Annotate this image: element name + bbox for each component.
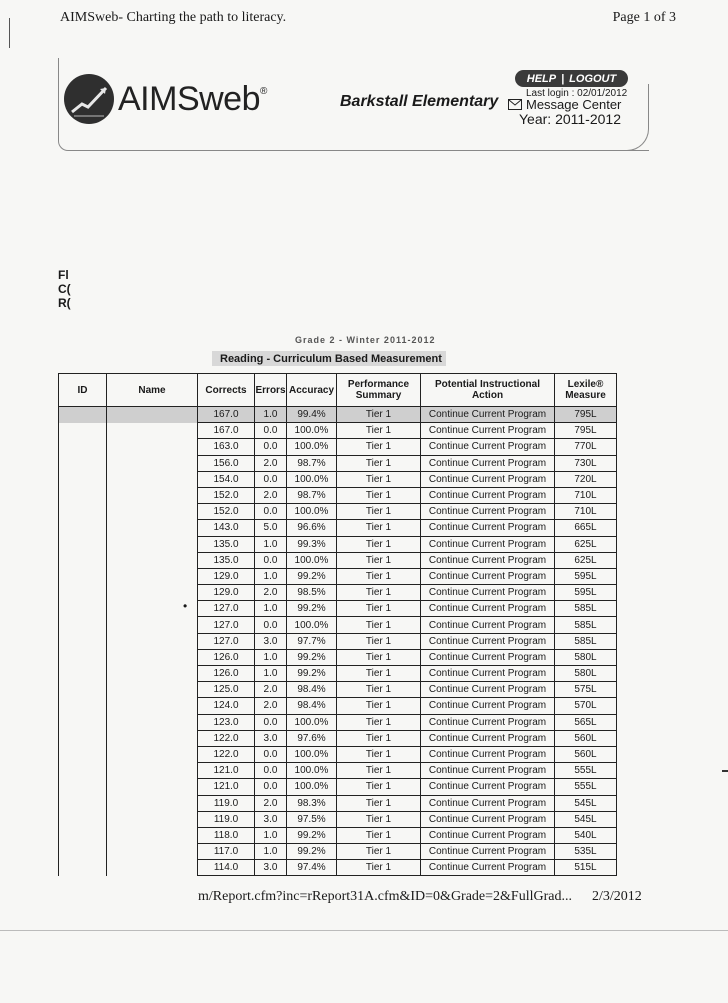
- errors-cell: 1.0: [255, 568, 287, 584]
- accuracy-cell: 100.0%: [287, 504, 337, 520]
- truncated-label: R(: [58, 296, 71, 310]
- table-row: [59, 698, 617, 714]
- corrects-cell: 121.0: [198, 779, 255, 795]
- action-cell: Continue Current Program: [421, 746, 555, 762]
- last-login: Last login : 02/01/2012: [526, 88, 628, 99]
- id-cell: [59, 730, 107, 746]
- performance-cell: Tier 1: [337, 536, 421, 552]
- accuracy-cell: 100.0%: [287, 617, 337, 633]
- corrects-cell: 124.0: [198, 698, 255, 714]
- lexile-cell: 540L: [555, 827, 617, 843]
- table-row: [59, 730, 617, 746]
- help-logout-bar: [515, 70, 628, 87]
- performance-cell: Tier 1: [337, 698, 421, 714]
- accuracy-cell: 99.2%: [287, 844, 337, 860]
- id-cell: [59, 552, 107, 568]
- lexile-cell: 595L: [555, 568, 617, 584]
- performance-cell: Tier 1: [337, 811, 421, 827]
- corrects-cell: 167.0: [198, 407, 255, 423]
- id-cell: [59, 666, 107, 682]
- accuracy-cell: 97.6%: [287, 730, 337, 746]
- performance-cell: Tier 1: [337, 487, 421, 503]
- performance-cell: Tier 1: [337, 633, 421, 649]
- name-cell: [107, 763, 198, 779]
- action-cell: Continue Current Program: [421, 552, 555, 568]
- id-cell: [59, 779, 107, 795]
- corrects-cell: 126.0: [198, 666, 255, 682]
- performance-cell: Tier 1: [337, 649, 421, 665]
- id-cell: [59, 682, 107, 698]
- accuracy-cell: 100.0%: [287, 746, 337, 762]
- id-cell: [59, 633, 107, 649]
- id-cell: [59, 827, 107, 843]
- corrects-cell: 121.0: [198, 763, 255, 779]
- name-cell: [107, 860, 198, 876]
- action-cell: Continue Current Program: [421, 633, 555, 649]
- corrects-cell: 129.0: [198, 585, 255, 601]
- page-edge-rule: [0, 930, 728, 931]
- envelope-icon: [508, 99, 522, 110]
- errors-cell: 2.0: [255, 487, 287, 503]
- id-cell: [59, 649, 107, 665]
- performance-cell: Tier 1: [337, 568, 421, 584]
- accuracy-cell: 99.3%: [287, 536, 337, 552]
- lexile-cell: 570L: [555, 698, 617, 714]
- table-row: [59, 682, 617, 698]
- lexile-cell: 555L: [555, 763, 617, 779]
- help-link[interactable]: HELP: [526, 72, 557, 85]
- corrects-cell: 143.0: [198, 520, 255, 536]
- name-cell: [107, 568, 198, 584]
- table-row: [59, 601, 617, 617]
- corrects-cell: 127.0: [198, 601, 255, 617]
- scan-mark: [9, 18, 10, 48]
- errors-cell: 3.0: [255, 633, 287, 649]
- table-row: [59, 455, 617, 471]
- id-cell: [59, 585, 107, 601]
- corrects-cell: 156.0: [198, 455, 255, 471]
- lexile-cell: 595L: [555, 585, 617, 601]
- lexile-cell: 770L: [555, 439, 617, 455]
- errors-cell: 2.0: [255, 698, 287, 714]
- errors-cell: 5.0: [255, 520, 287, 536]
- corrects-cell: 135.0: [198, 552, 255, 568]
- name-cell: [107, 423, 198, 439]
- corrects-cell: 117.0: [198, 844, 255, 860]
- errors-cell: 3.0: [255, 811, 287, 827]
- accuracy-cell: 100.0%: [287, 471, 337, 487]
- errors-cell: 0.0: [255, 746, 287, 762]
- id-cell: [59, 455, 107, 471]
- performance-cell: Tier 1: [337, 795, 421, 811]
- app-logo[interactable]: [118, 80, 267, 119]
- results-table: [58, 373, 617, 876]
- id-cell: [59, 471, 107, 487]
- corrects-cell: 119.0: [198, 795, 255, 811]
- action-cell: Continue Current Program: [421, 827, 555, 843]
- errors-cell: 3.0: [255, 860, 287, 876]
- corrects-cell: 122.0: [198, 730, 255, 746]
- id-cell: [59, 860, 107, 876]
- action-cell: Continue Current Program: [421, 811, 555, 827]
- errors-cell: 2.0: [255, 682, 287, 698]
- lexile-cell: 535L: [555, 844, 617, 860]
- name-cell: [107, 730, 198, 746]
- name-cell: [107, 617, 198, 633]
- accuracy-cell: 100.0%: [287, 779, 337, 795]
- table-row: [59, 844, 617, 860]
- action-cell: Continue Current Program: [421, 617, 555, 633]
- errors-cell: 0.0: [255, 504, 287, 520]
- action-cell: Continue Current Program: [421, 585, 555, 601]
- action-cell: Continue Current Program: [421, 682, 555, 698]
- errors-cell: 1.0: [255, 536, 287, 552]
- action-cell: Continue Current Program: [421, 730, 555, 746]
- footer-url: m/Report.cfm?inc=rReport31A.cfm&ID=0&Grade=2&FullGrad...: [198, 889, 572, 904]
- errors-cell: 2.0: [255, 585, 287, 601]
- id-cell: [59, 811, 107, 827]
- lexile-cell: 560L: [555, 746, 617, 762]
- lexile-cell: 795L: [555, 407, 617, 423]
- id-cell: [59, 407, 107, 423]
- lexile-cell: 515L: [555, 860, 617, 876]
- corrects-cell: 167.0: [198, 423, 255, 439]
- accuracy-cell: 100.0%: [287, 763, 337, 779]
- name-cell: [107, 487, 198, 503]
- name-cell: [107, 585, 198, 601]
- action-cell: Continue Current Program: [421, 536, 555, 552]
- corrects-cell: 135.0: [198, 536, 255, 552]
- accuracy-cell: 100.0%: [287, 439, 337, 455]
- action-cell: Continue Current Program: [421, 860, 555, 876]
- action-cell: Continue Current Program: [421, 407, 555, 423]
- name-cell: [107, 601, 198, 617]
- accuracy-cell: 99.2%: [287, 649, 337, 665]
- action-cell: Continue Current Program: [421, 666, 555, 682]
- accuracy-cell: 96.6%: [287, 520, 337, 536]
- performance-cell: Tier 1: [337, 504, 421, 520]
- performance-cell: Tier 1: [337, 423, 421, 439]
- performance-cell: Tier 1: [337, 585, 421, 601]
- table-row: [59, 860, 617, 876]
- performance-cell: Tier 1: [337, 730, 421, 746]
- lexile-cell: 585L: [555, 617, 617, 633]
- errors-cell: 0.0: [255, 617, 287, 633]
- action-cell: Continue Current Program: [421, 714, 555, 730]
- errors-cell: 3.0: [255, 730, 287, 746]
- corrects-cell: 154.0: [198, 471, 255, 487]
- accuracy-cell: 97.7%: [287, 633, 337, 649]
- accuracy-cell: 99.2%: [287, 568, 337, 584]
- table-row: [59, 423, 617, 439]
- performance-cell: Tier 1: [337, 552, 421, 568]
- performance-cell: Tier 1: [337, 860, 421, 876]
- id-cell: [59, 520, 107, 536]
- errors-cell: 1.0: [255, 844, 287, 860]
- corrects-cell: 152.0: [198, 487, 255, 503]
- accuracy-cell: 100.0%: [287, 423, 337, 439]
- table-row: [59, 779, 617, 795]
- id-cell: [59, 714, 107, 730]
- name-cell: [107, 439, 198, 455]
- performance-cell: Tier 1: [337, 827, 421, 843]
- action-cell: Continue Current Program: [421, 568, 555, 584]
- lexile-cell: 585L: [555, 633, 617, 649]
- accuracy-cell: 100.0%: [287, 714, 337, 730]
- edge-mark: [722, 770, 728, 772]
- accuracy-cell: 97.5%: [287, 811, 337, 827]
- accuracy-cell: 98.5%: [287, 585, 337, 601]
- lexile-cell: 580L: [555, 666, 617, 682]
- id-cell: [59, 601, 107, 617]
- name-cell: [107, 520, 198, 536]
- name-cell: [107, 811, 198, 827]
- name-cell: [107, 698, 198, 714]
- table-row: [59, 471, 617, 487]
- table-row: [59, 487, 617, 503]
- table-row: [59, 795, 617, 811]
- name-cell: [107, 666, 198, 682]
- id-cell: [59, 746, 107, 762]
- truncated-label: Fl: [58, 268, 69, 282]
- name-cell: [107, 682, 198, 698]
- action-cell: Continue Current Program: [421, 844, 555, 860]
- id-cell: [59, 763, 107, 779]
- accuracy-cell: 98.3%: [287, 795, 337, 811]
- errors-cell: 0.0: [255, 471, 287, 487]
- lexile-cell: 580L: [555, 649, 617, 665]
- table-row: [59, 666, 617, 682]
- name-cell: [107, 504, 198, 520]
- id-cell: [59, 487, 107, 503]
- grade-period: Grade 2 - Winter 2011-2012: [295, 335, 436, 345]
- corrects-cell: 127.0: [198, 617, 255, 633]
- errors-cell: 0.0: [255, 714, 287, 730]
- performance-cell: Tier 1: [337, 682, 421, 698]
- column-header-errors[interactable]: Errors: [255, 374, 287, 407]
- lexile-cell: 710L: [555, 487, 617, 503]
- accuracy-cell: 99.4%: [287, 407, 337, 423]
- name-cell: [107, 649, 198, 665]
- errors-cell: 1.0: [255, 649, 287, 665]
- performance-cell: Tier 1: [337, 601, 421, 617]
- name-cell: [107, 552, 198, 568]
- corrects-cell: 122.0: [198, 746, 255, 762]
- name-cell: [107, 844, 198, 860]
- table-row: [59, 504, 617, 520]
- table-row: [59, 714, 617, 730]
- corrects-cell: 118.0: [198, 827, 255, 843]
- lexile-cell: 560L: [555, 730, 617, 746]
- page-header-title: AIMSweb- Charting the path to literacy.: [60, 10, 287, 25]
- performance-cell: Tier 1: [337, 471, 421, 487]
- separator: |: [561, 72, 565, 85]
- id-cell: [59, 536, 107, 552]
- name-cell: [107, 746, 198, 762]
- errors-cell: 1.0: [255, 827, 287, 843]
- lexile-cell: 545L: [555, 811, 617, 827]
- column-header-action[interactable]: Potential Instructional Action: [421, 374, 555, 407]
- performance-cell: Tier 1: [337, 763, 421, 779]
- action-cell: Continue Current Program: [421, 455, 555, 471]
- corrects-cell: 127.0: [198, 633, 255, 649]
- lexile-cell: 710L: [555, 504, 617, 520]
- errors-cell: 0.0: [255, 423, 287, 439]
- errors-cell: 1.0: [255, 666, 287, 682]
- id-cell: [59, 795, 107, 811]
- lexile-cell: 575L: [555, 682, 617, 698]
- column-header-name[interactable]: Name: [107, 374, 198, 407]
- errors-cell: 1.0: [255, 407, 287, 423]
- performance-cell: Tier 1: [337, 520, 421, 536]
- lexile-cell: 565L: [555, 714, 617, 730]
- logout-link[interactable]: LOGOUT: [569, 72, 617, 85]
- name-cell: [107, 779, 198, 795]
- lexile-cell: 665L: [555, 520, 617, 536]
- name-cell: [107, 471, 198, 487]
- table-row: [59, 746, 617, 762]
- action-cell: Continue Current Program: [421, 763, 555, 779]
- table-row: [59, 439, 617, 455]
- corrects-cell: 123.0: [198, 714, 255, 730]
- performance-cell: Tier 1: [337, 455, 421, 471]
- report-title: Reading - Curriculum Based Measurement: [212, 351, 446, 366]
- lexile-cell: 545L: [555, 795, 617, 811]
- column-header-id[interactable]: ID: [59, 374, 107, 407]
- message-center-label: Message Center: [526, 97, 622, 112]
- table-row: [59, 568, 617, 584]
- accuracy-cell: 99.2%: [287, 666, 337, 682]
- action-cell: Continue Current Program: [421, 471, 555, 487]
- id-cell: [59, 698, 107, 714]
- truncated-label: C(: [58, 282, 71, 296]
- column-header-accuracy[interactable]: Accuracy: [287, 374, 337, 407]
- errors-cell: 0.0: [255, 779, 287, 795]
- table-row: [59, 633, 617, 649]
- accuracy-cell: 98.4%: [287, 698, 337, 714]
- table-row: [59, 811, 617, 827]
- action-cell: Continue Current Program: [421, 423, 555, 439]
- accuracy-cell: 98.7%: [287, 455, 337, 471]
- id-cell: [59, 504, 107, 520]
- accuracy-cell: 99.2%: [287, 601, 337, 617]
- action-cell: Continue Current Program: [421, 601, 555, 617]
- registered-mark: ®: [260, 86, 267, 97]
- column-header-lexile[interactable]: Lexile® Measure: [555, 374, 617, 407]
- name-cell: [107, 455, 198, 471]
- performance-cell: Tier 1: [337, 439, 421, 455]
- column-header-performance[interactable]: Performance Summary: [337, 374, 421, 407]
- errors-cell: 1.0: [255, 601, 287, 617]
- table-row: [59, 536, 617, 552]
- message-center-link[interactable]: [508, 97, 621, 112]
- name-cell: [107, 714, 198, 730]
- table-row: [59, 520, 617, 536]
- id-cell: [59, 617, 107, 633]
- action-cell: Continue Current Program: [421, 649, 555, 665]
- table-header-row: [59, 374, 617, 407]
- performance-cell: Tier 1: [337, 779, 421, 795]
- name-cell: [107, 633, 198, 649]
- lexile-cell: 555L: [555, 779, 617, 795]
- table-row: [59, 827, 617, 843]
- performance-cell: Tier 1: [337, 746, 421, 762]
- performance-cell: Tier 1: [337, 844, 421, 860]
- table-row: [59, 649, 617, 665]
- performance-cell: Tier 1: [337, 666, 421, 682]
- corrects-cell: 129.0: [198, 568, 255, 584]
- name-cell: [107, 536, 198, 552]
- lexile-cell: 625L: [555, 552, 617, 568]
- page-number: Page 1 of 3: [612, 10, 676, 25]
- table-row: [59, 763, 617, 779]
- corrects-cell: 125.0: [198, 682, 255, 698]
- corrects-cell: 152.0: [198, 504, 255, 520]
- action-cell: Continue Current Program: [421, 779, 555, 795]
- action-cell: Continue Current Program: [421, 487, 555, 503]
- id-cell: [59, 439, 107, 455]
- errors-cell: 0.0: [255, 763, 287, 779]
- table-row: [59, 617, 617, 633]
- footer-date: 2/3/2012: [592, 889, 642, 904]
- errors-cell: 2.0: [255, 455, 287, 471]
- school-year: Year: 2011-2012: [519, 111, 621, 127]
- action-cell: Continue Current Program: [421, 439, 555, 455]
- lexile-cell: 625L: [555, 536, 617, 552]
- performance-cell: Tier 1: [337, 617, 421, 633]
- accuracy-cell: 98.7%: [287, 487, 337, 503]
- errors-cell: 0.0: [255, 439, 287, 455]
- errors-cell: 0.0: [255, 552, 287, 568]
- accuracy-cell: 100.0%: [287, 552, 337, 568]
- performance-cell: Tier 1: [337, 407, 421, 423]
- performance-cell: Tier 1: [337, 714, 421, 730]
- logo-chart-icon: [64, 74, 114, 124]
- table-row: [59, 585, 617, 601]
- action-cell: Continue Current Program: [421, 520, 555, 536]
- lexile-cell: 585L: [555, 601, 617, 617]
- action-cell: Continue Current Program: [421, 698, 555, 714]
- column-header-corrects[interactable]: Corrects: [198, 374, 255, 407]
- name-cell: [107, 827, 198, 843]
- bullet-mark: •: [183, 599, 188, 613]
- id-cell: [59, 568, 107, 584]
- action-cell: Continue Current Program: [421, 504, 555, 520]
- school-name: Barkstall Elementary: [340, 93, 499, 110]
- table-row: [59, 407, 617, 423]
- corrects-cell: 163.0: [198, 439, 255, 455]
- lexile-cell: 795L: [555, 423, 617, 439]
- action-cell: Continue Current Program: [421, 795, 555, 811]
- corrects-cell: 114.0: [198, 860, 255, 876]
- accuracy-cell: 98.4%: [287, 682, 337, 698]
- accuracy-cell: 99.2%: [287, 827, 337, 843]
- corrects-cell: 126.0: [198, 649, 255, 665]
- lexile-cell: 720L: [555, 471, 617, 487]
- id-cell: [59, 844, 107, 860]
- name-cell: [107, 795, 198, 811]
- name-cell: [107, 407, 198, 423]
- lexile-cell: 730L: [555, 455, 617, 471]
- truncated-labels: [58, 268, 71, 310]
- table-row: [59, 552, 617, 568]
- accuracy-cell: 97.4%: [287, 860, 337, 876]
- id-cell: [59, 423, 107, 439]
- errors-cell: 2.0: [255, 795, 287, 811]
- logo-text: AIMSweb: [118, 80, 260, 118]
- corrects-cell: 119.0: [198, 811, 255, 827]
